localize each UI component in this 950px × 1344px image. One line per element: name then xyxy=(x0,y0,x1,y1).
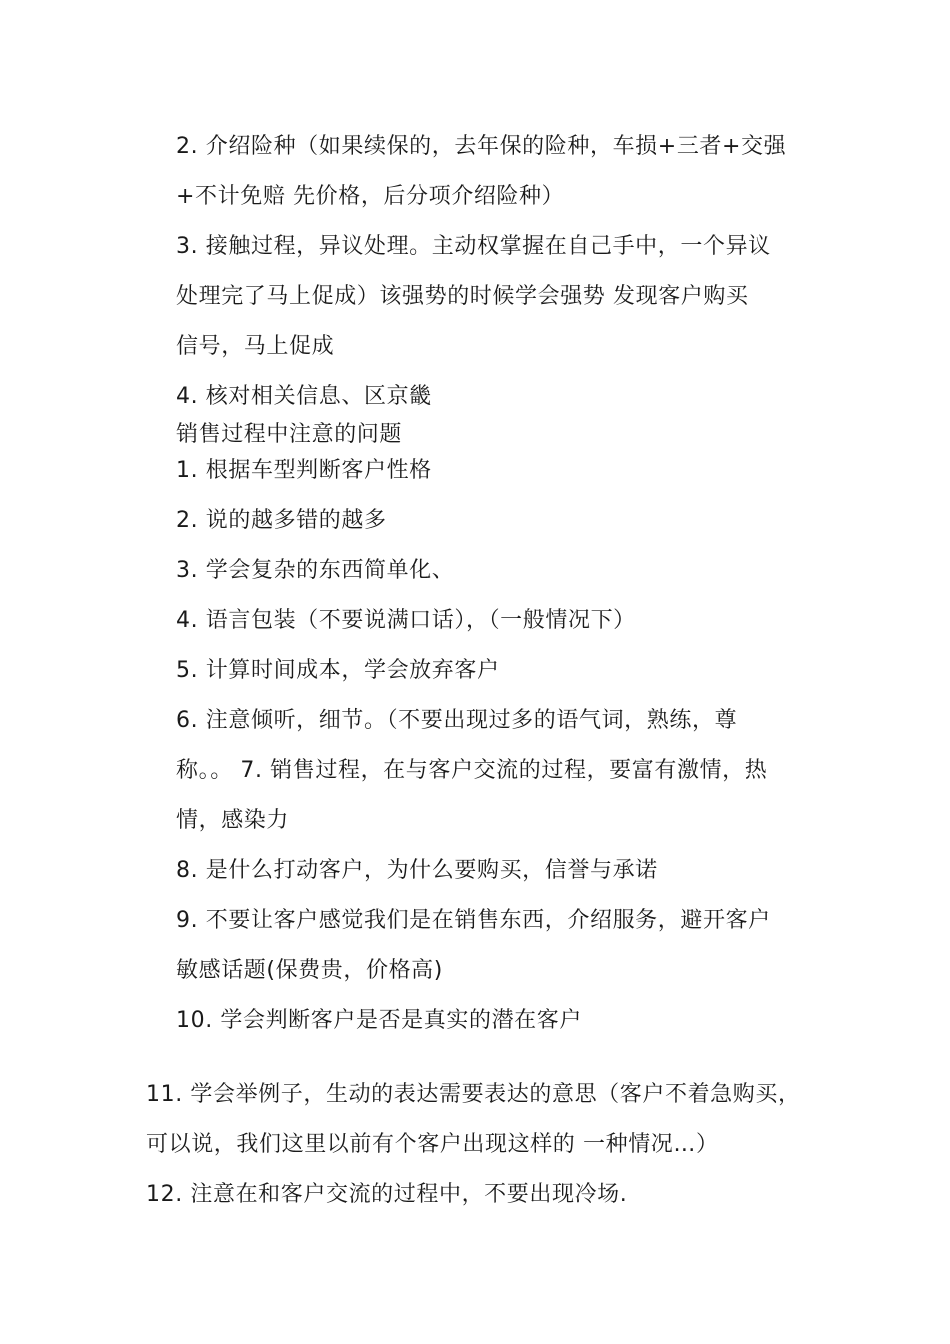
text-line-item2-intro: 2. 介绍险种（如果续保的，去年保的险种，车损+三者+交强 xyxy=(176,134,787,159)
text-line-item3-cont: 处理完了马上促成）该强势的时候学会强势 发现客户购买 xyxy=(176,284,749,309)
list-item-6: 6. 注意倾听，细节。（不要出现过多的语气词，熟练，尊 xyxy=(176,708,738,733)
list-item-8: 8. 是什么打动客户，为什么要购买，信誉与承诺 xyxy=(176,858,658,883)
text-line-item2-cont: +不计免赔 先价格，后分项介绍险种） xyxy=(176,184,565,209)
list-item-10: 10. 学会判断客户是否是真实的潜在客户 xyxy=(176,1008,582,1033)
list-item-2: 2. 说的越多错的越多 xyxy=(176,508,387,533)
text-line-item3-cont2: 信号，马上促成 xyxy=(176,334,335,359)
list-item-5: 5. 计算时间成本，学会放弃客户 xyxy=(176,658,500,683)
list-item-1: 1. 根据车型判断客户性格 xyxy=(176,458,432,483)
section-heading: 销售过程中注意的问题 xyxy=(176,422,403,447)
list-item-11-cont: 可以说，我们这里以前有个客户出现这样的 一种情况…） xyxy=(146,1132,719,1157)
list-item-7-cont: 情，感染力 xyxy=(176,808,290,833)
list-item-9-cont: 敏感话题(保费贵，价格高) xyxy=(176,958,443,983)
list-item-6-7: 称。。 7. 销售过程，在与客户交流的过程，要富有激情，热 xyxy=(176,758,768,783)
list-item-3: 3. 学会复杂的东西简单化、 xyxy=(176,558,455,583)
list-item-4: 4. 语言包装（不要说满口话），（一般情况下） xyxy=(176,608,636,633)
list-item-9: 9. 不要让客户感觉我们是在销售东西，介绍服务，避开客户 xyxy=(176,908,771,933)
list-item-12: 12. 注意在和客户交流的过程中，不要出现冷场. xyxy=(146,1182,628,1207)
text-line-item4-verify: 4. 核对相关信息、区京畿 xyxy=(176,384,432,409)
text-line-item3-contact: 3. 接触过程，异议处理。主动权掌握在自己手中，一个异议 xyxy=(176,234,771,259)
list-item-11: 11. 学会举例子，生动的表达需要表达的意思（客户不着急购买， xyxy=(146,1082,801,1107)
